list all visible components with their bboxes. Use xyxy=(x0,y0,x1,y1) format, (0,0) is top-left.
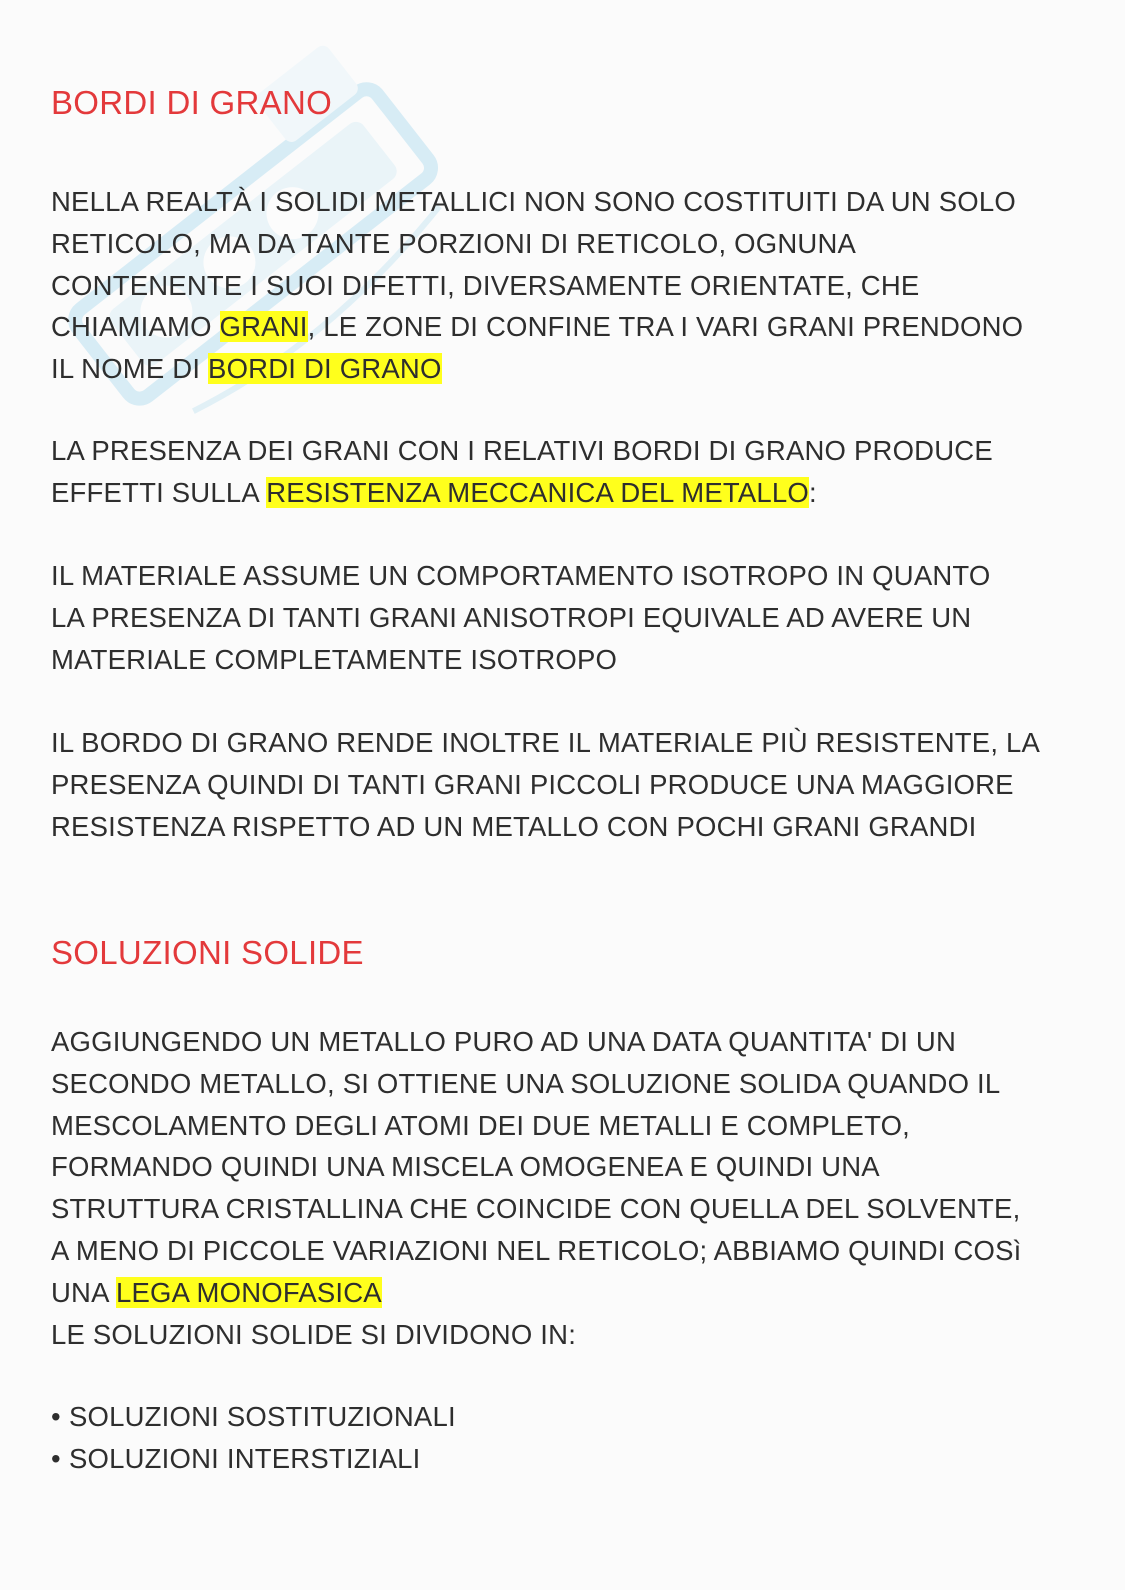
text-line: RETICOLO, MA DA TANTE PORZIONI DI RETICOLO, OGNUNA xyxy=(51,227,857,259)
bullet-icon: • xyxy=(51,1401,61,1432)
bullet-list-soluzioni xyxy=(51,1396,456,1480)
text-line: A MENO DI PICCOLE VARIAZIONI NEL RETICOLO; ABBIAMO QUINDI COSì xyxy=(51,1234,1022,1266)
highlight-bordi-di-grano: BORDI DI GRANO xyxy=(208,353,442,385)
text-line: MESCOLAMENTO DEGLI ATOMI DEI DUE METALLI E COMPLETO, xyxy=(51,1109,911,1141)
text-line: RESISTENZA RISPETTO AD UN METALLO CON POCHI GRANI GRANDI xyxy=(51,810,977,842)
text-line: IL BORDO DI GRANO RENDE INOLTRE IL MATERIALE PIÙ RESISTENTE, LA xyxy=(51,727,1041,758)
highlight-grani: GRANI xyxy=(219,311,308,343)
section-title-soluzioni-solide: SOLUZIONI SOLIDE xyxy=(51,934,364,971)
highlight-lega-monofasica: LEGA MONOFASICA xyxy=(116,1276,382,1308)
text-line: LE SOLUZIONI SOLIDE SI DIVIDONO IN: xyxy=(51,1318,577,1350)
paragraph-grani-definition xyxy=(51,181,1081,390)
text-line: IL NOME DI BORDI DI GRANO xyxy=(51,353,442,385)
list-item: • SOLUZIONI INTERSTIZIALI xyxy=(51,1438,456,1480)
text-line: LA PRESENZA DI TANTI GRANI ANISOTROPI EQUIVALE AD AVERE UN xyxy=(51,601,972,633)
text-line: MATERIALE COMPLETAMENTE ISOTROPO xyxy=(51,643,618,675)
text-line: PRESENZA QUINDI DI TANTI GRANI PICCOLI PRODUCE UNA MAGGIORE xyxy=(51,768,1014,800)
text-line: STRUTTURA CRISTALLINA CHE COINCIDE CON QUELLA DEL SOLVENTE, xyxy=(51,1193,1021,1225)
bullet-icon: • xyxy=(51,1442,61,1474)
paragraph-isotropo xyxy=(51,555,1081,680)
highlight-resistenza-meccanica: RESISTENZA MECCANICA DEL METALLO xyxy=(266,476,809,508)
text-line: UNA LEGA MONOFASICA xyxy=(51,1276,382,1308)
paragraph-bordo-resistente xyxy=(51,722,1081,847)
text-line: AGGIUNGENDO UN METALLO PURO AD UNA DATA QUANTITA' DI UN xyxy=(51,1026,957,1057)
paragraph-resistenza-effetti xyxy=(51,430,1081,514)
text-line: FORMANDO QUINDI UNA MISCELA OMOGENEA E QUINDI UNA xyxy=(51,1151,880,1183)
list-item: • SOLUZIONI SOSTITUZIONALI xyxy=(51,1396,456,1438)
text-line: EFFETTI SULLA RESISTENZA MECCANICA DEL METALLO: xyxy=(51,476,817,508)
section-title-bordi-di-grano: BORDI DI GRANO xyxy=(51,84,333,121)
text-line: NELLA REALTÀ I SOLIDI METALLICI NON SONO COSTITUITI DA UN SOLO xyxy=(51,186,1016,217)
text-line: CHIAMIAMO GRANI, LE ZONE DI CONFINE TRA I VARI GRANI PRENDONO xyxy=(51,311,1024,343)
paragraph-soluzione-solida xyxy=(51,1021,1081,1355)
text-line: SECONDO METALLO, SI OTTIENE UNA SOLUZIONE SOLIDA QUANDO IL xyxy=(51,1067,1001,1099)
text-line: IL MATERIALE ASSUME UN COMPORTAMENTO ISOTROPO IN QUANTO xyxy=(51,560,991,591)
text-line: LA PRESENZA DEI GRANI CON I RELATIVI BORDI DI GRANO PRODUCE xyxy=(51,435,993,466)
text-line: CONTENENTE I SUOI DIFETTI, DIVERSAMENTE ORIENTATE, CHE xyxy=(51,269,920,301)
